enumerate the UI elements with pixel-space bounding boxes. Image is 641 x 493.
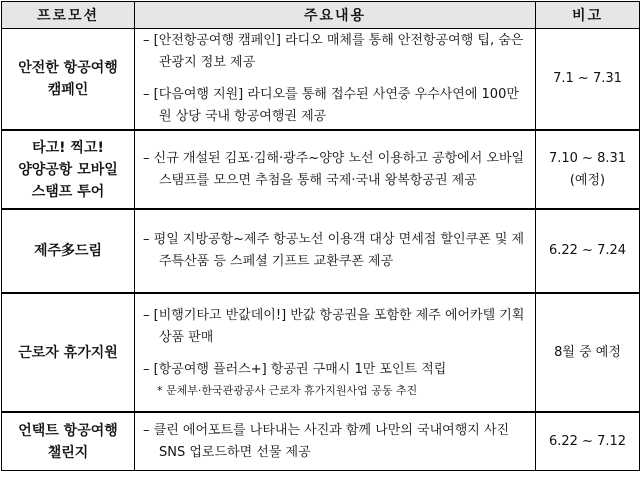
promotion-period (536, 412, 640, 471)
promotion-name-line: 안전한 항공여행 (18, 60, 118, 76)
promotion-name-line: 제주多드림 (33, 243, 103, 259)
promotion-name-line: 양양공항 모바일 (18, 161, 118, 178)
table-row (2, 130, 640, 209)
content-item: – 신규 개설된 김포·김해·광주~양양 노선 이용하고 공항에서 오바일 스탬프를 모으면 추첨을 통해 국제·국내 왕복항공권 제공 (143, 150, 525, 188)
promotion-table (1, 1, 640, 471)
promotion-name-line: 스탬프 투어 (31, 183, 105, 200)
header-main-content: 주요내용 (135, 2, 536, 29)
content-item: – 클린 에어포트를 나타내는 사진과 함께 나만의 국내여행지 사진 SNS 업로드하면 선물 제공 (143, 422, 510, 460)
header-promotion: 프로모션 (2, 2, 135, 29)
period-text: 6.22 ~ 7.24 (548, 243, 627, 258)
promotion-content (135, 130, 536, 209)
content-item: – [안전항공여행 캠페인] 라디오 매체를 통해 안전항공여행 팁, 숨은 관광지 정보 제공 (143, 33, 524, 70)
table-row (2, 209, 640, 293)
promotion-period (536, 130, 640, 209)
period-text: 7.1 ~ 7.31 (553, 71, 622, 86)
promotion-content (135, 412, 536, 471)
promotion-name-line: 타고! 찍고! (32, 139, 104, 156)
promotion-name (2, 293, 135, 412)
header-remarks: 비고 (536, 2, 640, 29)
promotion-content (135, 29, 536, 131)
promotion-name (2, 412, 135, 471)
period-text: 7.10 ~ 8.31 (548, 150, 627, 166)
promotion-name (2, 130, 135, 209)
promotion-period (536, 29, 640, 131)
content-item: – [다음여행 지원] 라디오를 통해 접수된 사연중 우수사연에 100만원 상당 국내 항공여행권 제공 (143, 87, 519, 124)
promotion-name-line: 캠페인 (47, 82, 89, 98)
promotion-content (135, 293, 536, 412)
promotion-name-line: 언택트 항공여행 (18, 422, 118, 439)
content-item: – [항공여행 플러스+] 항공권 구매시 1만 포인트 적립 (143, 361, 447, 377)
promotion-period (536, 293, 640, 412)
promotion-name (2, 29, 135, 131)
content-item: – 평일 지방공항~제주 항공노선 이용객 대상 면세점 할인쿠폰 및 제주특산품 등 스페셜 기프트 교환쿠폰 제공 (143, 232, 525, 269)
period-text: 8월 중 예정 (554, 344, 621, 360)
table-header-row (2, 2, 640, 29)
table-row (2, 293, 640, 412)
content-footnote: * 문체부·한국관광공사 근로자 휴가지원사업 공동 추진 (157, 383, 418, 397)
table-row (2, 412, 640, 471)
period-text: 6.22 ~ 7.12 (548, 433, 627, 449)
promotion-content (135, 209, 536, 293)
table-row (2, 29, 640, 131)
content-item: – [비행기타고 반값데이!] 반값 항공권을 포함한 제주 에어카텔 기획상품 판매 (143, 307, 525, 345)
promotion-name-line: 근로자 휴가지원 (18, 344, 118, 361)
promotion-period (536, 209, 640, 293)
period-status: (예정) (569, 172, 606, 188)
promotion-name (2, 209, 135, 293)
promotion-name-line: 챌린지 (47, 444, 89, 461)
